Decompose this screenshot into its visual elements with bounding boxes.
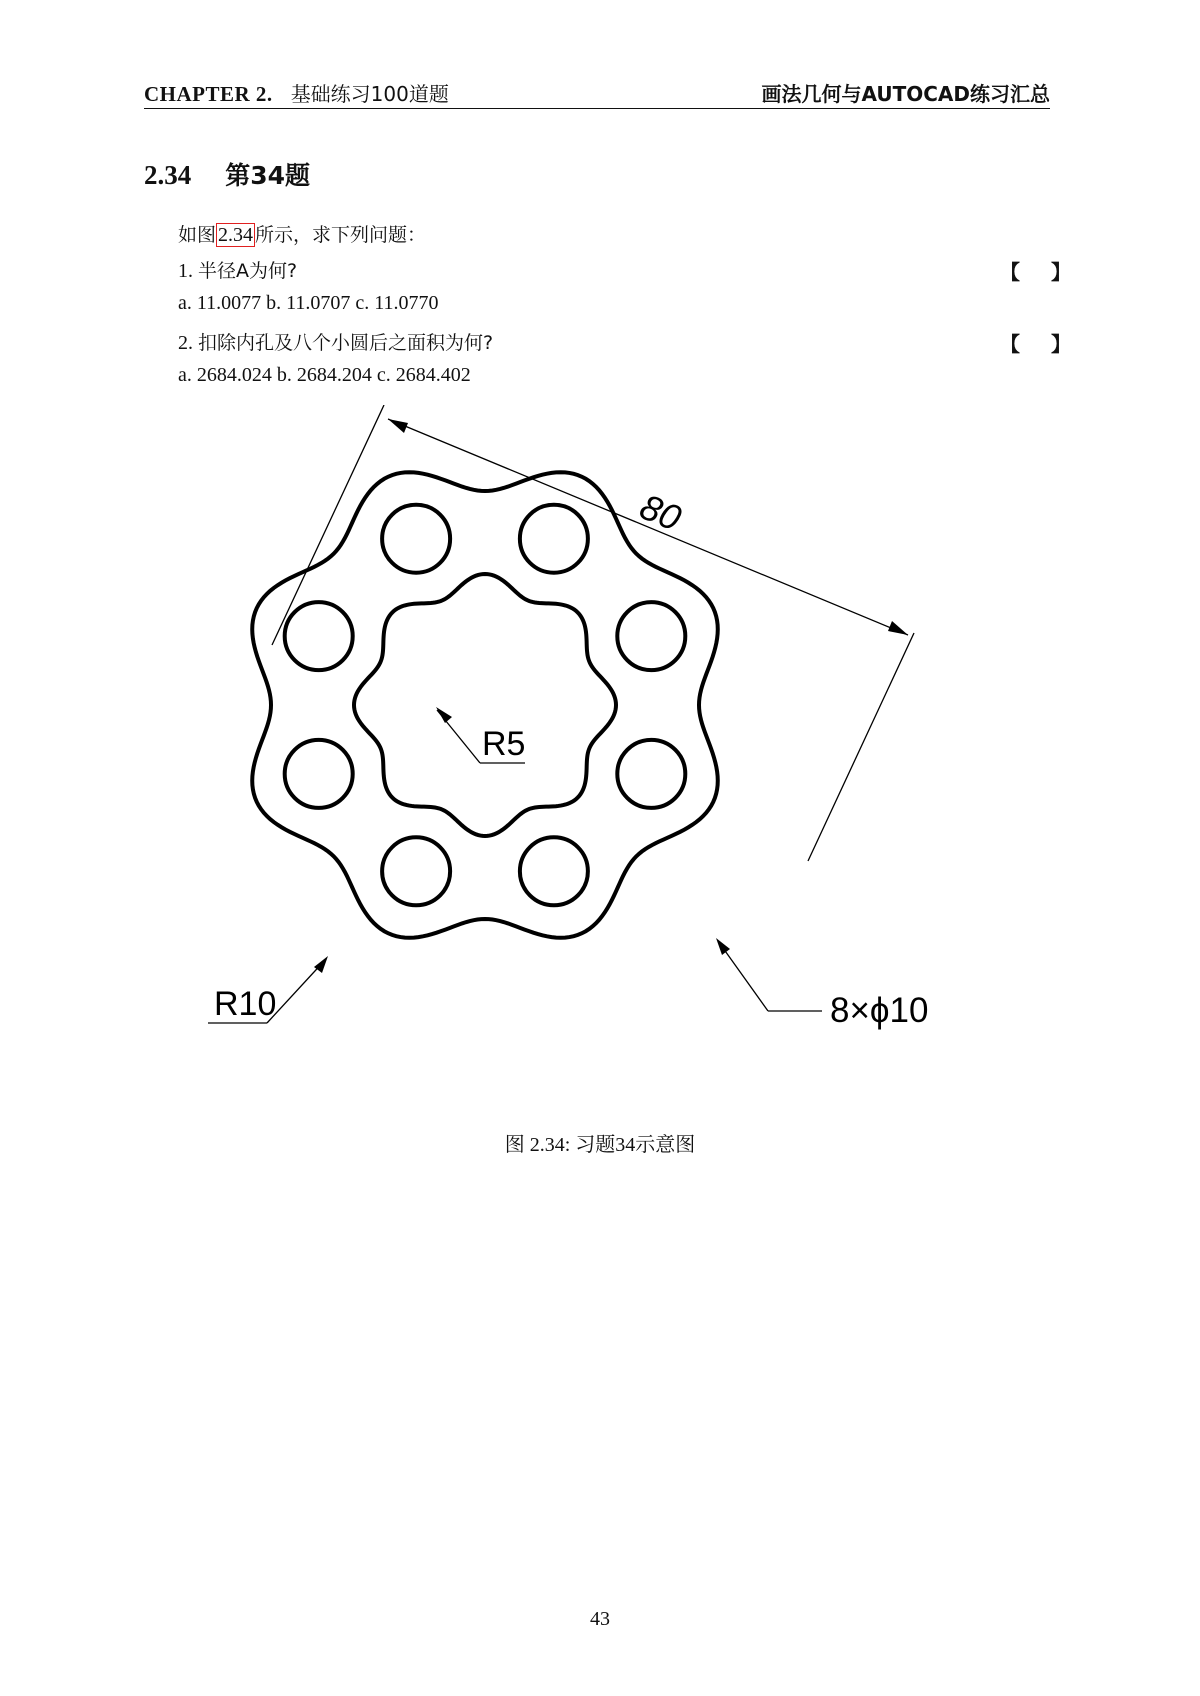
question-2-answer-bracket: 【 】 [1000,332,1083,356]
r5-arrow [436,707,452,723]
hole-circle [285,602,353,670]
holes-arrow [716,938,730,955]
holes-label: 8×ϕ10 [830,991,929,1030]
question-1 [178,256,297,283]
question-2 [178,328,493,355]
intro-suffix: 所示，求下列问题： [255,224,427,246]
dimension-arrow-left [388,419,408,433]
question-2-prompt: 扣除内孔及八个小圆后之面积为何? [198,332,494,354]
intro-prefix: 如图 [178,224,217,246]
question-1-answer-bracket: 【 】 [1000,260,1083,284]
hole-circle [617,740,685,808]
dimension-arrow-right [888,621,908,635]
figure-drawing [190,405,1020,1105]
section-title: 第34题 [225,161,311,190]
figure-caption: 图 2.34: 习题34示意图 [504,1134,696,1156]
outer-scalloped-profile [252,472,718,938]
question-1-prompt: 半径A为何? [198,260,298,282]
intro-line [178,220,426,247]
hole-circle [520,505,588,573]
r10-label: R10 [214,985,277,1023]
hole-circle [382,837,450,905]
section-heading [144,156,310,192]
question-2-options: a. 2684.024 b. 2684.204 c. 2684.402 [178,364,471,386]
r5-label: R5 [482,725,526,763]
dimension-80-label: 80 [634,485,688,539]
hole-circle [520,837,588,905]
hole-circle [617,602,685,670]
hole-circle [285,740,353,808]
chapter-label: CHAPTER 2. [144,82,273,106]
question-1-options: a. 11.0077 b. 11.0707 c. 11.0770 [178,292,439,314]
extension-line-left [272,405,384,645]
running-header-right: 画法几何与AUTOCAD练习汇总 [761,82,1050,106]
page-number: 43 [590,1608,610,1630]
chapter-subtitle: 基础练习100道题 [290,82,449,106]
question-2-number: 2. [178,332,193,354]
section-number: 2.34 [144,160,192,190]
running-header-left [144,78,449,107]
figure-ref-link[interactable]: 2.34 [218,224,254,246]
extension-line-right [808,633,914,861]
header-rule [144,108,1050,109]
inner-scalloped-profile [354,574,616,836]
question-1-number: 1. [178,260,193,282]
hole-group [285,505,686,906]
hole-circle [382,505,450,573]
